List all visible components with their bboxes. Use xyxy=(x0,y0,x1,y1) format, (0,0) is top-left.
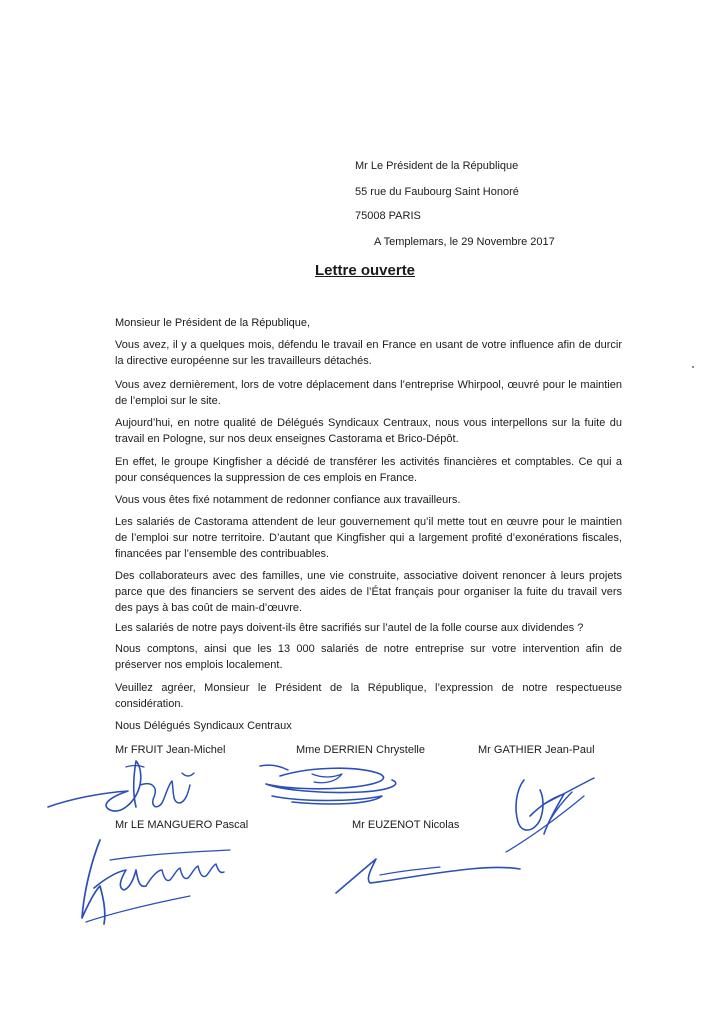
paragraph: Aujourd’hui, en notre qualité de Délégués Syndicaux Centraux, nous vous interpellons sur la fuite du travail en Pologne, sur nos deux enseignes Castorama et Brico-Dépôt. xyxy=(115,417,622,445)
signatory-gathier: Mr GATHIER Jean-Paul xyxy=(478,744,595,756)
letter-title: Lettre ouverte xyxy=(315,262,416,279)
recipient-line-2: 55 rue du Faubourg Saint Honoré xyxy=(355,186,519,198)
paragraph: Les salariés de notre pays doivent-ils être sacrifiés sur l’autel de la folle course aux dividendes ? xyxy=(115,622,584,634)
closing-line: Nous Délégués Syndicaux Centraux xyxy=(115,720,292,732)
recipient-line-1: Mr Le Président de la République xyxy=(355,160,519,172)
signatory-euzenot: Mr EUZENOT Nicolas xyxy=(352,819,460,831)
paragraph: En effet, le groupe Kingfisher a décidé de transférer les activités financières et comptables. Ce qui a pour conséquences la suppression de ces emplois en France. xyxy=(115,456,622,484)
paragraph: Vous avez dernièrement, lors de votre déplacement dans l’entreprise Whirpool, œuvré pour le maintien de l’emploi sur le site. xyxy=(115,379,622,407)
salutation: Monsieur le Président de la République, xyxy=(115,317,311,329)
signatory-fruit: Mr FRUIT Jean-Michel xyxy=(115,744,226,756)
signature-euzenot xyxy=(330,845,530,900)
paragraph: Vous avez, il y a quelques mois, défendu le travail en France en usant de votre influence afin de durcir la directive européenne sur les travailleurs détachés. xyxy=(115,339,622,367)
place-and-date: A Templemars, le 29 Novembre 2017 xyxy=(374,236,555,248)
scan-speck xyxy=(692,366,694,368)
signature-le-manguero xyxy=(70,830,250,930)
paragraph: Veuillez agréer, Monsieur le Président de la République, l’expression de notre respectueuse considération. xyxy=(115,682,622,710)
paragraph: Les salariés de Castorama attendent de leur gouvernement qu’il mette tout en œuvre pour le maintien de l’emploi sur notre territoire. D’autant que Kingfisher qui a largement profité d’exonérations fiscales, financées par l’ensemble des contribuables. xyxy=(115,516,622,560)
signatory-le-manguero: Mr LE MANGUERO Pascal xyxy=(115,819,249,831)
paragraph: Nous comptons, ainsi que les 13 000 salariés de notre entreprise sur votre intervention afin de préserver nos emplois localement. xyxy=(115,643,622,671)
paragraph: Des collaborateurs avec des familles, une vie construite, associative doivent renoncer à leurs projets parce que des financiers se servent des aides de l’État français pour organiser la fuite du travail vers des pays à bas coût de main-d’œuvre. xyxy=(115,570,622,614)
paragraph: Vous vous êtes fixé notamment de redonner confiance aux travailleurs. xyxy=(115,494,461,506)
signature-gathier xyxy=(500,760,620,855)
recipient-line-3: 75008 PARIS xyxy=(355,210,421,222)
signature-derrien xyxy=(252,760,412,808)
signatory-derrien: Mme DERRIEN Chrystelle xyxy=(296,744,425,756)
signature-fruit xyxy=(40,755,240,825)
